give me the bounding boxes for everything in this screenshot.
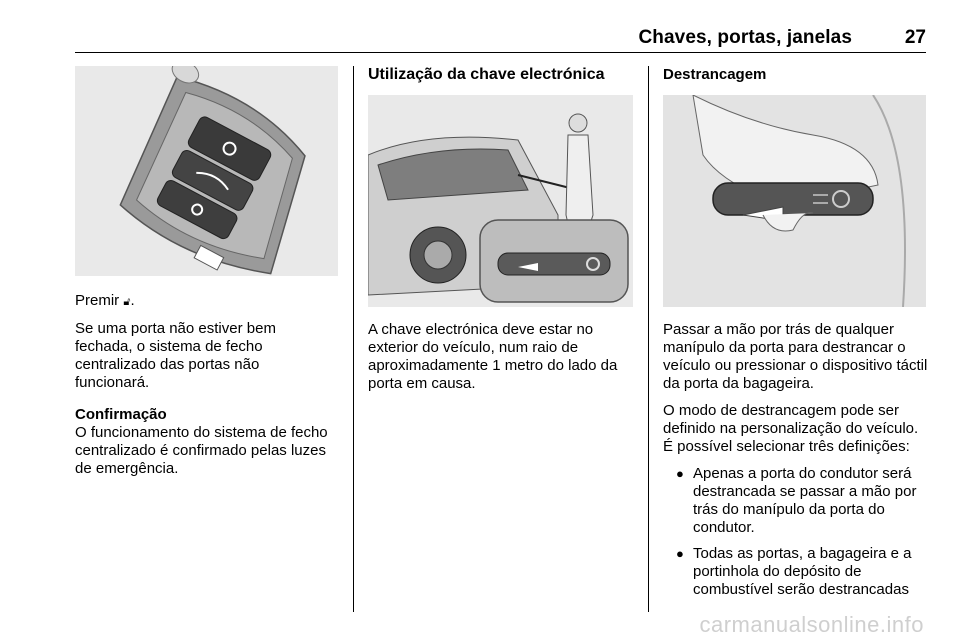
key-fob-illustration: [75, 66, 338, 276]
car-door-illustration: [368, 95, 633, 307]
key-fob-drawing: [75, 66, 338, 276]
bullet-icon: ●: [676, 546, 684, 561]
column-3-heading-wrap: [663, 66, 926, 84]
column-3: [663, 321, 928, 607]
bullet-icon: ●: [676, 466, 684, 481]
door-handle-illustration: [663, 95, 926, 307]
watermark: carmanualsonline.info: [699, 612, 924, 637]
confirmation-text: O funcionamento do sistema de fecho centralizado é confirmado pelas luzes de emergência.: [75, 424, 328, 477]
column-divider-2: [648, 66, 649, 612]
page-number: 27: [904, 27, 926, 48]
lock-open-icon: 🔓︎: [123, 296, 131, 308]
page-header: [75, 22, 926, 53]
list-item: [663, 545, 928, 599]
column-1: [75, 292, 337, 487]
press-label: Premir: [75, 292, 120, 309]
car-door-drawing: [368, 95, 633, 307]
section-heading-unlocking: Destrancagem: [663, 66, 767, 83]
electronic-key-range-text: A chave electrónica deve estar no exterior do veículo, num raio de aproximadamente 1 metro do lado da porta em causa.: [368, 321, 618, 392]
press-suffix: .: [130, 292, 135, 309]
header-title: Chaves, portas, janelas: [638, 27, 852, 48]
column-2-heading-wrap: [368, 66, 633, 84]
bullet-text-all-doors: Todas as portas, a bagageira e a portinhola do depósito de combustível serão destrancadas: [693, 545, 912, 598]
door-warning-text: Se uma porta não estiver bem fechada, o sistema de fecho centralizado das portas não funcionará.: [75, 320, 276, 391]
press-instruction: [75, 292, 337, 311]
column-divider-1: [353, 66, 354, 612]
unlock-mode-list: [663, 465, 928, 599]
section-heading-electronic-key: Utilização da chave electrónica: [368, 66, 605, 83]
unlock-mode-text: O modo de destrancagem pode ser definido na personalização do veículo. É possível selecionar três definições:: [663, 402, 919, 455]
confirmation-heading: Confirmação: [75, 406, 167, 423]
list-item: [663, 465, 928, 537]
column-2: [368, 321, 636, 402]
bullet-text-driver-door: Apenas a porta do condutor será destrancada se passar a mão por trás do manípulo da porta do condutor.: [693, 465, 917, 536]
door-handle-drawing: [663, 95, 926, 307]
unlocking-text: Passar a mão por trás de qualquer manípulo da porta para destrancar o veículo ou pressionar o dispositivo táctil da porta da bagageira.: [663, 321, 928, 392]
